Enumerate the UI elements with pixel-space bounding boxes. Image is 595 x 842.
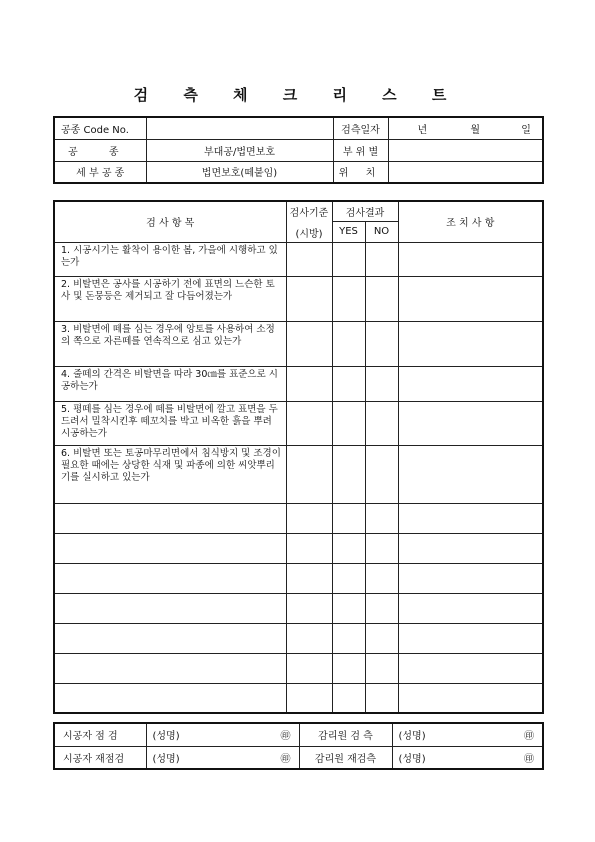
detail-label: 세 부 공 종 [54,161,146,183]
part-field[interactable] [388,139,543,161]
contractor-check-label: 시공자 점 검 [54,723,146,746]
no-cell[interactable] [365,533,398,563]
table-row [54,321,543,366]
standard-cell[interactable] [286,563,332,593]
checklist-table [53,200,544,714]
no-cell[interactable] [365,683,398,713]
code-field[interactable] [146,117,333,139]
seal-icon: ㊞ [280,753,291,765]
standard-column-header [286,201,332,242]
yes-cell[interactable] [332,276,365,321]
check-item-empty[interactable] [54,563,286,593]
location-field[interactable] [388,161,543,183]
yes-cell[interactable] [332,366,365,401]
name-placeholder: (성명) [152,753,180,765]
check-item-6: 6. 비탈면 또는 토공마무리면에서 침식방지 및 조경이 필요한 때에는 상당한 식재 및 파종에 의한 씨앗뿌리기를 실시하고 있는가 [54,445,286,503]
no-column-header: NO [365,221,398,242]
table-row [54,623,543,653]
action-cell[interactable] [398,563,543,593]
standard-cell[interactable] [286,401,332,445]
standard-header-line1: 검사기준 [289,207,329,219]
contractor-recheck-signature[interactable] [146,746,299,769]
check-item-empty[interactable] [54,653,286,683]
contractor-check-signature[interactable] [146,723,299,746]
yes-column-header: YES [332,221,365,242]
table-row [54,242,543,276]
no-cell[interactable] [365,242,398,276]
yes-cell[interactable] [332,653,365,683]
table-row [54,445,543,503]
standard-cell[interactable] [286,445,332,503]
yes-cell[interactable] [332,533,365,563]
action-cell[interactable] [398,503,543,533]
check-item-empty[interactable] [54,533,286,563]
standard-cell[interactable] [286,276,332,321]
check-item-1: 1. 시공시기는 활착이 용이한 봄, 가을에 시행하고 있는가 [54,242,286,276]
check-item-empty[interactable] [54,593,286,623]
standard-cell[interactable] [286,503,332,533]
name-placeholder: (성명) [398,753,426,765]
table-row [54,563,543,593]
supervisor-recheck-label: 감리원 재검측 [299,746,392,769]
table-row [54,276,543,321]
work-type-value[interactable]: 부대공/법면보호 [146,139,333,161]
standard-cell[interactable] [286,321,332,366]
check-item-4: 4. 줄떼의 간격은 비탈면을 따라 30㎝를 표준으로 시공하는가 [54,366,286,401]
action-cell[interactable] [398,321,543,366]
standard-cell[interactable] [286,593,332,623]
no-cell[interactable] [365,276,398,321]
location-label: 위 치 [333,161,388,183]
action-column-header: 조 치 사 항 [398,201,543,242]
year-label: 년 [417,124,428,136]
table-row [54,401,543,445]
seal-icon: ㊞ [524,753,534,765]
check-item-empty[interactable] [54,683,286,713]
table-row [54,683,543,713]
action-cell[interactable] [398,683,543,713]
action-cell[interactable] [398,401,543,445]
month-label: 월 [470,124,481,136]
check-item-3: 3. 비탈면에 떼를 심는 경우에 앙토를 사용하여 소정의 쪽으로 자른떼를 연속적으로 심고 있는가 [54,321,286,366]
standard-cell[interactable] [286,683,332,713]
check-item-empty[interactable] [54,503,286,533]
yes-cell[interactable] [332,503,365,533]
yes-cell[interactable] [332,563,365,593]
no-cell[interactable] [365,503,398,533]
action-cell[interactable] [398,593,543,623]
action-cell[interactable] [398,653,543,683]
action-cell[interactable] [398,533,543,563]
standard-cell[interactable] [286,242,332,276]
result-column-header: 검사결과 [332,201,398,221]
no-cell[interactable] [365,321,398,366]
no-cell[interactable] [365,445,398,503]
action-cell[interactable] [398,623,543,653]
table-row [54,653,543,683]
check-item-empty[interactable] [54,623,286,653]
table-row [54,593,543,623]
yes-cell[interactable] [332,593,365,623]
seal-icon: ㊞ [524,731,534,743]
table-row [54,533,543,563]
seal-icon: ㊞ [280,731,291,743]
table-row [54,366,543,401]
check-item-5: 5. 평떼를 심는 경우에 떼를 비탈면에 깔고 표면을 두드려서 밀착시킨후 떼꼬치를 박고 비옥한 흙을 뿌려 시공하는가 [54,401,286,445]
no-cell[interactable] [365,653,398,683]
supervisor-check-label: 감리원 검 측 [299,723,392,746]
work-type-label: 공 종 [54,139,146,161]
table-row [54,503,543,533]
yes-cell[interactable] [332,683,365,713]
no-cell[interactable] [365,366,398,401]
part-label: 부 위 별 [333,139,388,161]
action-cell[interactable] [398,242,543,276]
no-cell[interactable] [365,623,398,653]
standard-cell[interactable] [286,623,332,653]
standard-cell[interactable] [286,366,332,401]
date-field[interactable] [388,117,543,139]
item-column-header: 검 사 항 목 [54,201,286,242]
yes-cell[interactable] [332,445,365,503]
action-cell[interactable] [398,276,543,321]
standard-cell[interactable] [286,653,332,683]
no-cell[interactable] [365,563,398,593]
code-label: 공종 Code No. [54,117,146,139]
supervisor-recheck-signature[interactable] [392,746,543,769]
standard-cell[interactable] [286,533,332,563]
no-cell[interactable] [365,593,398,623]
supervisor-check-signature[interactable] [392,723,543,746]
detail-value[interactable]: 법면보호(떼붙임) [146,161,333,183]
date-label: 검측일자 [333,117,388,139]
day-label: 일 [521,124,531,136]
no-cell[interactable] [365,401,398,445]
contractor-recheck-label: 시공자 재점검 [54,746,146,769]
yes-cell[interactable] [332,242,365,276]
yes-cell[interactable] [332,623,365,653]
name-placeholder: (성명) [398,731,426,743]
yes-cell[interactable] [332,401,365,445]
action-cell[interactable] [398,445,543,503]
document-title: 검 측 체 크 리 스 트 [133,86,462,104]
standard-header-line2: (시방) [295,228,323,240]
action-cell[interactable] [398,366,543,401]
yes-cell[interactable] [332,321,365,366]
name-placeholder: (성명) [152,731,180,743]
signature-table [53,722,544,770]
header-info-table [53,116,544,184]
check-item-2: 2. 비탈면은 공사를 시공하기 전에 표면의 느슨한 토사 및 돈뭉등은 제거되고 잘 다듬어졌는가 [54,276,286,321]
